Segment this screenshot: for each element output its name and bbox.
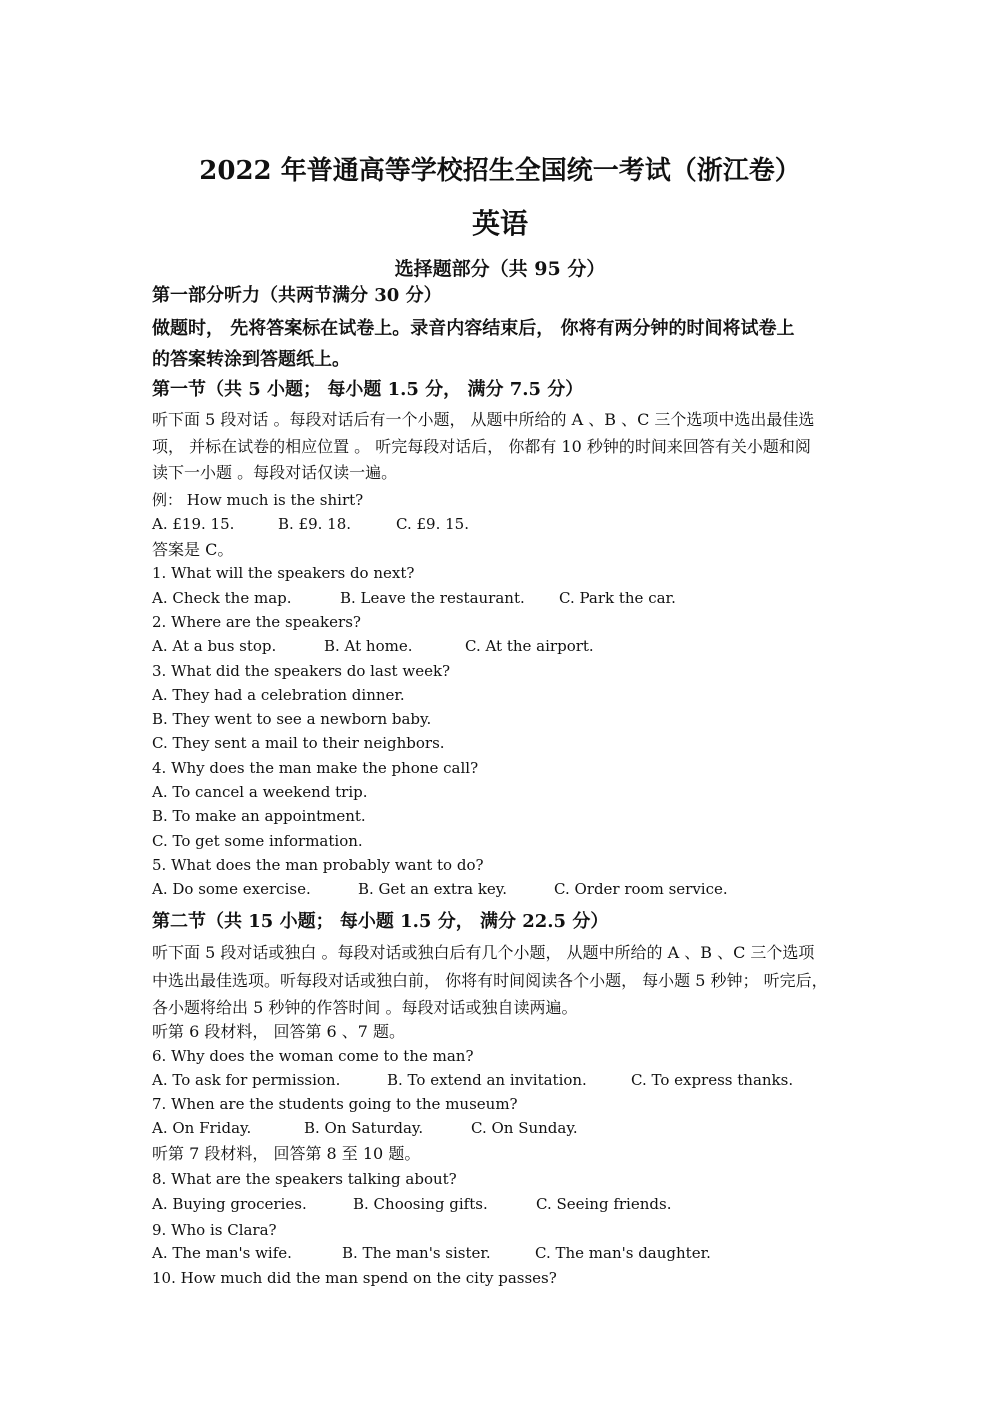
q7-option-a: A. On Friday. [152, 1119, 252, 1137]
part-title: 选择题部分（共 95 分） [394, 258, 606, 280]
section2-heading: 第二节（共 15 小题； 每小题 1.5 分， 满分 22.5 分） [152, 911, 609, 932]
section1-instr-3: 读下一小题 。每段对话仅读一遍。 [152, 463, 398, 482]
question-10: 10. How much did the man spend on the city passes? [152, 1269, 557, 1287]
q4-option-c: C. To get some information. [152, 832, 363, 850]
question-9: 9. Who is Clara? [152, 1221, 277, 1239]
question-6: 6. Why does the woman come to the man? [152, 1047, 474, 1065]
q1-option-b: B. Leave the restaurant. [340, 589, 525, 607]
question-1: 1. What will the speakers do next? [152, 564, 415, 582]
material-6-heading: 听第 6 段材料， 回答第 6 、7 题。 [152, 1022, 406, 1041]
q5-option-b: B. Get an extra key. [358, 880, 508, 898]
example-option-c: C. £9. 15. [396, 515, 469, 533]
q7-option-c: C. On Sunday. [471, 1119, 578, 1137]
section2-instr-1: 听下面 5 段对话或独白 。每段对话或独白后有几个小题， 从题中所给的 A 、B 、C 三个选项 [152, 943, 815, 962]
question-3: 3. What did the speakers do last week? [152, 662, 451, 680]
listening-heading: 第一部分听力（共两节满分 30 分） [152, 285, 442, 306]
q7-option-b: B. On Saturday. [304, 1119, 424, 1137]
section1-heading: 第一节（共 5 小题； 每小题 1.5 分， 满分 7.5 分） [152, 379, 584, 400]
example-question: 例： How much is the shirt? [152, 491, 364, 509]
material-7-heading: 听第 7 段材料， 回答第 8 至 10 题。 [152, 1144, 421, 1163]
example-answer: 答案是 C。 [152, 540, 234, 559]
q2-option-a: A. At a bus stop. [152, 637, 277, 655]
q6-option-c: C. To express thanks. [631, 1071, 794, 1089]
question-4: 4. Why does the man make the phone call? [152, 759, 479, 777]
notice-line-1: 做题时， 先将答案标在试卷上。录音内容结束后， 你将有两分钟的时间将试卷上 [152, 318, 795, 339]
q6-option-a: A. To ask for permission. [152, 1071, 341, 1089]
q8-option-b: B. Choosing gifts. [353, 1195, 488, 1213]
question-7: 7. When are the students going to the museum? [152, 1095, 518, 1113]
q1-option-a: A. Check the map. [152, 589, 292, 607]
q2-option-b: B. At home. [324, 637, 413, 655]
q5-option-c: C. Order room service. [554, 880, 728, 898]
notice-line-2: 的答案转涂到答题纸上。 [152, 349, 350, 370]
q4-option-a: A. To cancel a weekend trip. [152, 783, 368, 801]
subject-title: 英语 [471, 207, 528, 240]
q9-option-c: C. The man's daughter. [535, 1244, 711, 1262]
q9-option-b: B. The man's sister. [342, 1244, 491, 1262]
q6-option-b: B. To extend an invitation. [387, 1071, 587, 1089]
q5-option-a: A. Do some exercise. [152, 880, 311, 898]
section2-instr-3: 各小题将给出 5 秒钟的作答时间 。每段对话或独自读两遍。 [152, 998, 578, 1017]
example-option-b: B. £9. 18. [278, 515, 352, 533]
exam-title: 2022 年普通高等学校招生全国统一考试（浙江卷） [199, 156, 801, 186]
example-option-a: A. £19. 15. [152, 515, 235, 533]
q1-option-c: C. Park the car. [559, 589, 676, 607]
question-5: 5. What does the man probably want to do? [152, 856, 484, 874]
q9-option-a: A. The man's wife. [152, 1244, 292, 1262]
question-8: 8. What are the speakers talking about? [152, 1170, 457, 1188]
section2-instr-2: 中选出最佳选项。听每段对话或独白前， 你将有时间阅读各个小题， 每小题 5 秒钟； 听完后， [152, 971, 828, 990]
section1-instr-1: 听下面 5 段对话 。每段对话后有一个小题， 从题中所给的 A 、B 、C 三个选项中选出最佳选 [152, 410, 815, 429]
q2-option-c: C. At the airport. [465, 637, 594, 655]
q3-option-b: B. They went to see a newborn baby. [152, 710, 432, 728]
question-2: 2. Where are the speakers? [152, 613, 361, 631]
q8-option-c: C. Seeing friends. [536, 1195, 672, 1213]
section1-instr-2: 项， 并标在试卷的相应位置 。 听完每段对话后， 你都有 10 秒钟的时间来回答有关小题和阅 [152, 437, 811, 456]
q3-option-c: C. They sent a mail to their neighbors. [152, 734, 445, 752]
q3-option-a: A. They had a celebration dinner. [152, 686, 405, 704]
q4-option-b: B. To make an appointment. [152, 807, 366, 825]
q8-option-a: A. Buying groceries. [152, 1195, 307, 1213]
